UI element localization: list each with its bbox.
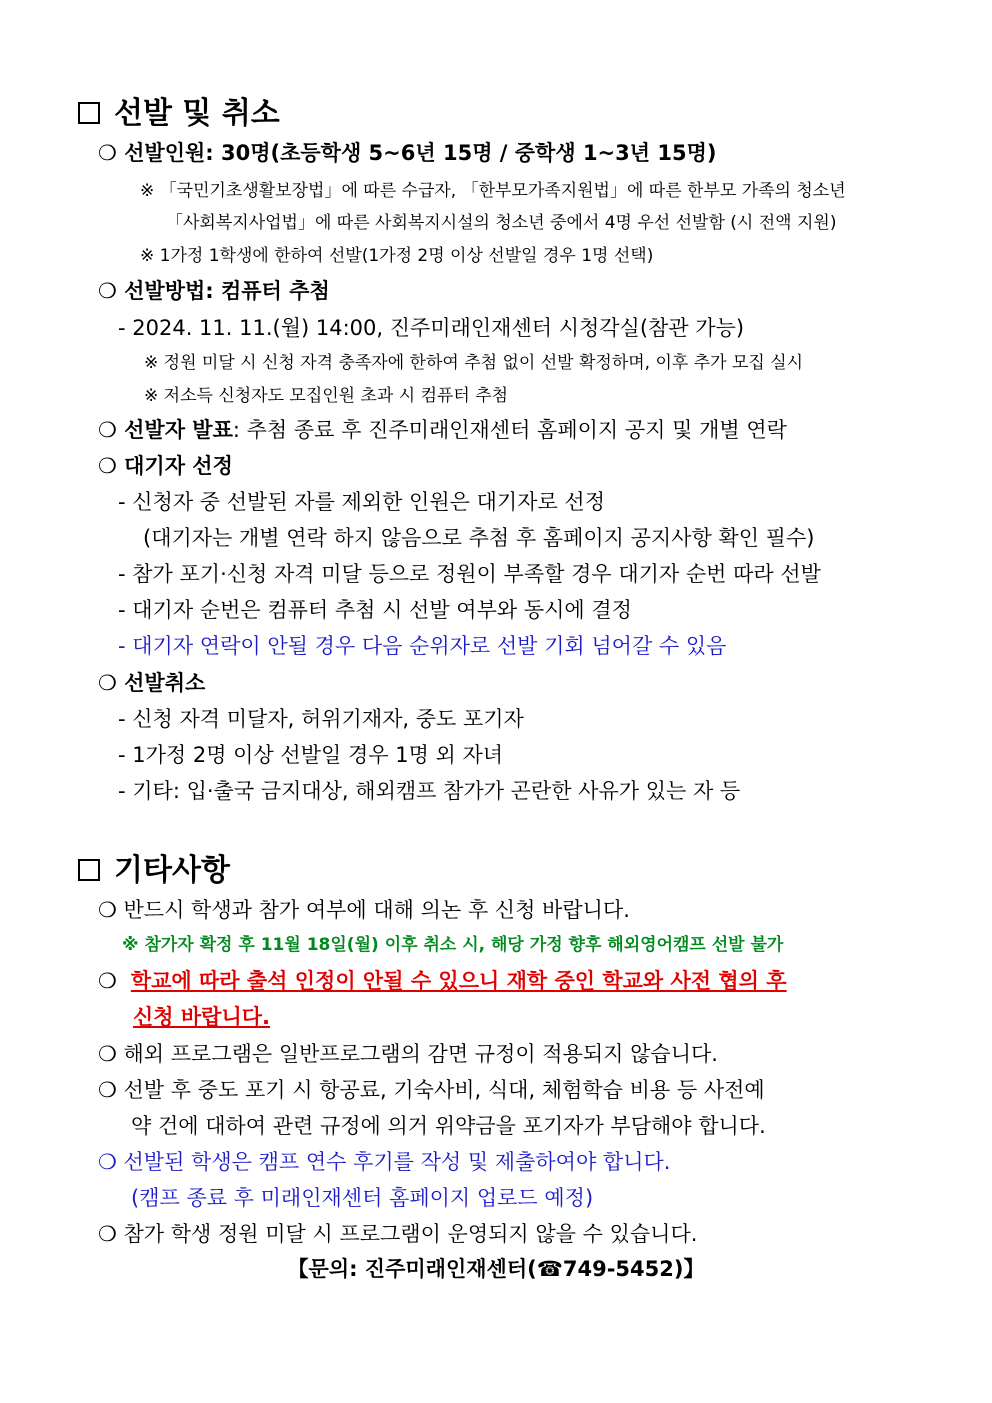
waitlist-item-4: - 대기자 연락이 안될 경우 다음 순위자로 선발 기회 넘어갈 수 있음 (118, 634, 727, 658)
other-item-1: ❍ 반드시 학생과 참가 여부에 대해 의논 후 신청 바랍니다. (98, 898, 630, 922)
other-item-5: ❍ 선발된 학생은 캠프 연수 후기를 작성 및 제출하여야 합니다. (98, 1150, 671, 1174)
waitlist-heading: ❍ 대기자 선정 (98, 454, 233, 478)
contact-info: 【문의: 진주미래인재센터(☎749-5452)】 (287, 1257, 705, 1281)
other-item-6: ❍ 참가 학생 정원 미달 시 프로그램이 운영되지 않을 수 있습니다. (98, 1222, 698, 1246)
checkbox-icon (78, 859, 100, 881)
other-item-4: ❍ 선발 후 중도 포기 시 항공료, 기숙사비, 식대, 체험학습 비용 등 사전예 (98, 1078, 765, 1102)
note-one-per-family: ※ 1가정 1학생에 한하여 선발(1가정 2명 이상 선발일 경우 1명 선택) (140, 246, 654, 266)
waitlist-item-3: - 대기자 순번은 컴퓨터 추첨 시 선발 여부와 동시에 결정 (118, 598, 632, 622)
cancel-item-1: - 신청 자격 미달자, 허위기재자, 중도 포기자 (118, 707, 524, 731)
circle-bullet-icon: ❍ (98, 969, 117, 993)
other-item-3: ❍ 해외 프로그램은 일반프로그램의 감면 규정이 적용되지 않습니다. (98, 1042, 718, 1066)
section2-title-text: 기타사항 (114, 853, 230, 888)
other-item-5b: (캠프 종료 후 미래인재센터 홈페이지 업로드 예정) (131, 1186, 594, 1210)
draw-date: - 2024. 11. 11.(월) 14:00, 진주미래인재센터 시청각실(참관 가능) (118, 316, 745, 340)
section1-title (78, 88, 280, 132)
section2-title (78, 845, 230, 889)
selection-method: ❍ 선발방법: 컴퓨터 추첨 (98, 279, 330, 303)
selection-count: ❍ 선발인원: 30명(초등학생 5~6년 15명 / 중학생 1~3년 15명) (98, 141, 717, 165)
cancel-item-2: - 1가정 2명 이상 선발일 경우 1명 외 자녀 (118, 743, 504, 767)
announcement-text: : 추첨 종료 후 진주미래인재센터 홈페이지 공지 및 개별 연락 (232, 418, 787, 442)
other-item-2-text: 학교에 따라 출석 인정이 안될 수 있으니 재학 중인 학교와 사전 협의 후 (130, 969, 787, 993)
waitlist-item-1: - 신청자 중 선발된 자를 제외한 인원은 대기자로 선정 (118, 490, 605, 514)
checkbox-icon (78, 102, 100, 124)
waitlist-item-1b: (대기자는 개별 연락 하지 않음으로 추첨 후 홈페이지 공지사항 확인 필수) (143, 526, 815, 550)
announcement-label: ❍ 선발자 발표 (98, 418, 233, 442)
note-under-capacity: ※ 정원 미달 시 신청 자격 충족자에 한하여 추첨 없이 선발 확정하며, 이후 추가 모집 실시 (144, 353, 804, 373)
section1-title-text: 선발 및 취소 (114, 96, 280, 131)
other-item-4b: 약 건에 대하여 관련 규정에 의거 위약금을 포기자가 부담해야 합니다. (131, 1114, 766, 1138)
other-item-2 (98, 965, 787, 995)
announcement (98, 414, 787, 444)
note-low-income: ※ 저소득 신청자도 모집인원 초과 시 컴퓨터 추첨 (144, 386, 509, 406)
other-item-2b: 신청 바랍니다. (133, 1005, 271, 1029)
cancel-item-3: - 기타: 입·출국 금지대상, 해외캠프 참가가 곤란한 사유가 있는 자 등 (118, 779, 741, 803)
waitlist-item-2: - 참가 포기·신청 자격 미달 등으로 정원이 부족할 경우 대기자 순번 따라 선발 (118, 562, 821, 586)
cancel-heading: ❍ 선발취소 (98, 671, 206, 695)
note-priority-2: 「사회복지사업법」에 따른 사회복지시설의 청소년 중에서 4명 우선 선발함 (시 전액 지원) (166, 213, 837, 233)
other-note-green: ※ 참가자 확정 후 11월 18일(월) 이후 취소 시, 해당 가정 향후 해외영어캠프 선발 불가 (122, 935, 784, 955)
note-priority-1: ※ 「국민기초생활보장법」에 따른 수급자, 「한부모가족지원법」에 따른 한부모 가족의 청소년 (140, 181, 846, 201)
